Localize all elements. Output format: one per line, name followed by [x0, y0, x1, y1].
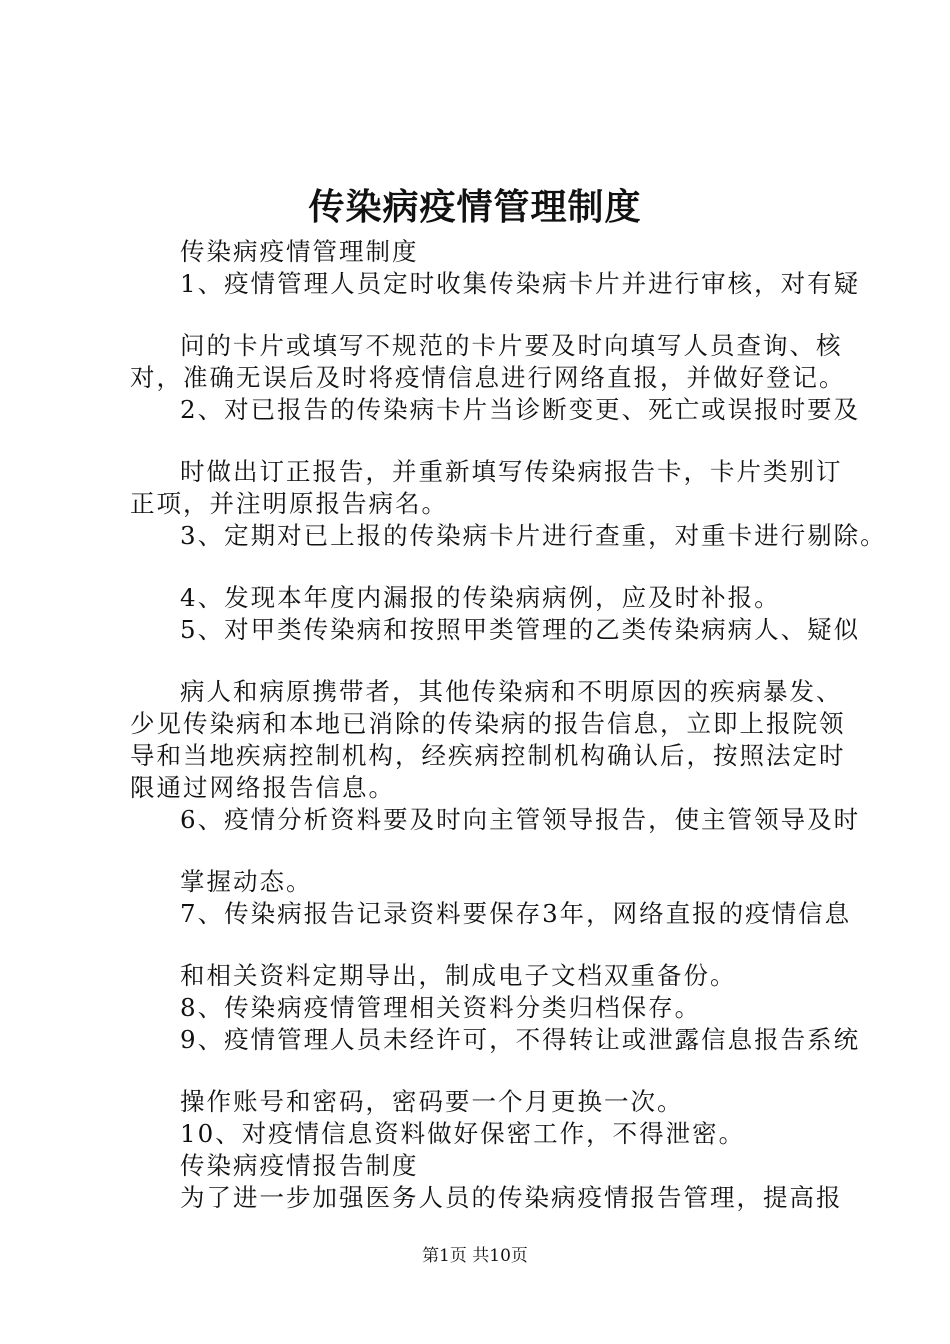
text-line: 正项，并注明原报告病名。: [130, 489, 448, 518]
page-footer: 第1页 共10页: [422, 1246, 528, 1266]
text-line: 为了进一步加强医务人员的传染病疫情报告管理，提高报: [180, 1183, 843, 1212]
text-line: 10、对疫情信息资料做好保密工作，不得泄密。: [180, 1119, 746, 1148]
text-line: 掌握动态。: [180, 867, 313, 896]
text-line: 传染病疫情管理制度: [180, 237, 419, 266]
text-line: 病人和病原携带者，其他传染病和不明原因的疾病暴发、: [180, 677, 843, 706]
text-line: 7、传染病报告记录资料要保存3年，网络直报的疫情信息: [180, 899, 852, 928]
text-line: 传染病疫情报告制度: [180, 1151, 419, 1180]
text-line: 1、疫情管理人员定时收集传染病卡片并进行审核，对有疑: [180, 269, 861, 298]
document-title: 传染病疫情管理制度: [308, 187, 642, 228]
text-line: 4、发现本年度内漏报的传染病病例，应及时补报。: [180, 583, 781, 612]
text-line: 9、疫情管理人员未经许可，不得转让或泄露信息报告系统: [180, 1025, 861, 1054]
text-line: 6、疫情分析资料要及时向主管领导报告，使主管领导及时: [180, 805, 861, 834]
text-line: 限通过网络报告信息。: [130, 773, 395, 802]
text-line: 少见传染病和本地已消除的传染病的报告信息，立即上报院领: [130, 709, 846, 738]
text-line: 3、定期对已上报的传染病卡片进行查重，对重卡进行剔除。: [180, 521, 887, 550]
text-line: 8、传染病疫情管理相关资料分类归档保存。: [180, 993, 702, 1022]
text-line: 对，准确无误后及时将疫情信息进行网络直报，并做好登记。: [130, 363, 846, 392]
text-line: 和相关资料定期导出，制成电子文档双重备份。: [180, 961, 737, 990]
text-line: 操作账号和密码，密码要一个月更换一次。: [180, 1087, 684, 1116]
text-line: 2、对已报告的传染病卡片当诊断变更、死亡或误报时要及: [180, 395, 861, 424]
text-line: 导和当地疾病控制机构，经疾病控制机构确认后，按照法定时: [130, 741, 846, 770]
text-line: 时做出订正报告，并重新填写传染病报告卡，卡片类别订: [180, 457, 843, 486]
text-line: 问的卡片或填写不规范的卡片要及时向填写人员查询、核: [180, 331, 843, 360]
text-line: 5、对甲类传染病和按照甲类管理的乙类传染病病人、疑似: [180, 615, 861, 644]
